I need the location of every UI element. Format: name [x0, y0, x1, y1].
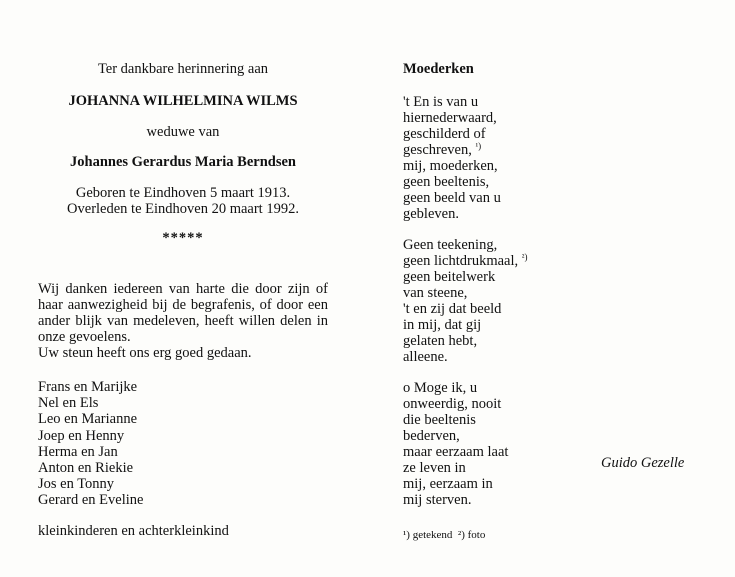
poem-line: van steene,	[403, 285, 468, 301]
family-member: Nel en Els	[38, 395, 99, 412]
footnote-mark: ²)	[521, 252, 528, 262]
poem-line-text: geen lichtdrukmaal,	[403, 253, 519, 269]
poem-line: geen beeltenis,	[403, 174, 490, 190]
poem-line: gelaten hebt,	[403, 333, 478, 349]
poem-line: geen beeld van u	[403, 190, 501, 206]
poem-line: mij, moederken,	[403, 158, 498, 174]
poem-line: o Moge ik, u	[403, 380, 478, 396]
poem-line: maar eerzaam laat	[403, 444, 509, 460]
death-line: Overleden te Eindhoven 20 maart 1992.	[67, 201, 299, 217]
family-member: Gerard en Eveline	[38, 492, 144, 509]
poem-stanza-2	[403, 237, 603, 365]
grandchildren-text: kleinkinderen en achterkleinkind	[38, 522, 229, 539]
thanks-paragraph	[38, 281, 328, 345]
poem-line: in mij, dat gij	[403, 317, 482, 333]
thanks-line: ander blijk van medeleven, heeft willen delen in	[38, 313, 328, 329]
poem-line: die beeltenis	[403, 412, 476, 428]
memorial-column	[38, 61, 328, 539]
footnote-mark: ¹)	[475, 141, 482, 151]
footnote-1-mark: ¹)	[403, 529, 410, 541]
poem-line: 't en zij dat beeld	[403, 301, 502, 317]
support-text: Uw steun heeft ons erg goed gedaan.	[38, 345, 252, 361]
poem-line: Geen teekening,	[403, 237, 498, 253]
family-list	[38, 379, 328, 509]
family-member: Anton en Riekie	[38, 460, 134, 477]
poem-line: mij sterven.	[403, 492, 472, 508]
family-member: Herma en Jan	[38, 443, 118, 460]
poem-stanza-3	[403, 380, 603, 508]
poem-line: ze leven in	[403, 460, 466, 476]
poem-author: Guido Gezelle	[601, 455, 685, 471]
poem-stanza-1	[403, 94, 603, 222]
intro-text: Ter dankbare herinnering aan	[97, 61, 269, 77]
family-member: Joep en Henny	[38, 427, 125, 444]
poem-line: geschilderd of	[403, 126, 486, 142]
deceased-name: JOHANNA WILHELMINA WILMS	[68, 93, 298, 109]
widow-of-text: weduwe van	[146, 124, 220, 140]
thanks-line: onze gevoelens.	[38, 329, 131, 345]
poem-line: 't En is van u	[403, 94, 479, 110]
footnote-2-mark: ²)	[457, 529, 465, 541]
family-member: Frans en Marijke	[38, 379, 138, 395]
poem-line: alleene.	[403, 349, 448, 365]
poem-line	[403, 253, 603, 269]
poem-line: hiernederwaard,	[403, 110, 497, 126]
thanks-line: haar aanwezigheid bij de begrafenis, of door een	[38, 297, 328, 313]
poem-line: bederven,	[403, 428, 460, 444]
poem-line-text: geschreven,	[403, 142, 472, 158]
poem-line: mij, eerzaam in	[403, 476, 493, 492]
poem-footnotes	[403, 529, 603, 542]
husband-name: Johannes Gerardus Maria Berndsen	[70, 154, 296, 170]
footnote-1-text: getekend	[412, 529, 453, 541]
life-dates	[38, 185, 328, 217]
poem-title: Moederken	[403, 61, 474, 77]
poem-line: gebleven.	[403, 206, 459, 222]
poem-line: onweerdig, nooit	[403, 396, 502, 412]
poem-column	[403, 61, 603, 542]
family-member: Jos en Tonny	[38, 476, 115, 493]
separator-stars: *****	[162, 230, 204, 246]
poem-line: geen beitelwerk	[403, 269, 496, 285]
family-member: Leo en Marianne	[38, 411, 138, 428]
poem-line	[403, 142, 603, 158]
footnote-2-text: foto	[467, 529, 486, 541]
thanks-line: Wij danken iedereen van harte die door zijn of	[38, 281, 328, 297]
birth-line: Geboren te Eindhoven 5 maart 1913.	[75, 185, 291, 201]
